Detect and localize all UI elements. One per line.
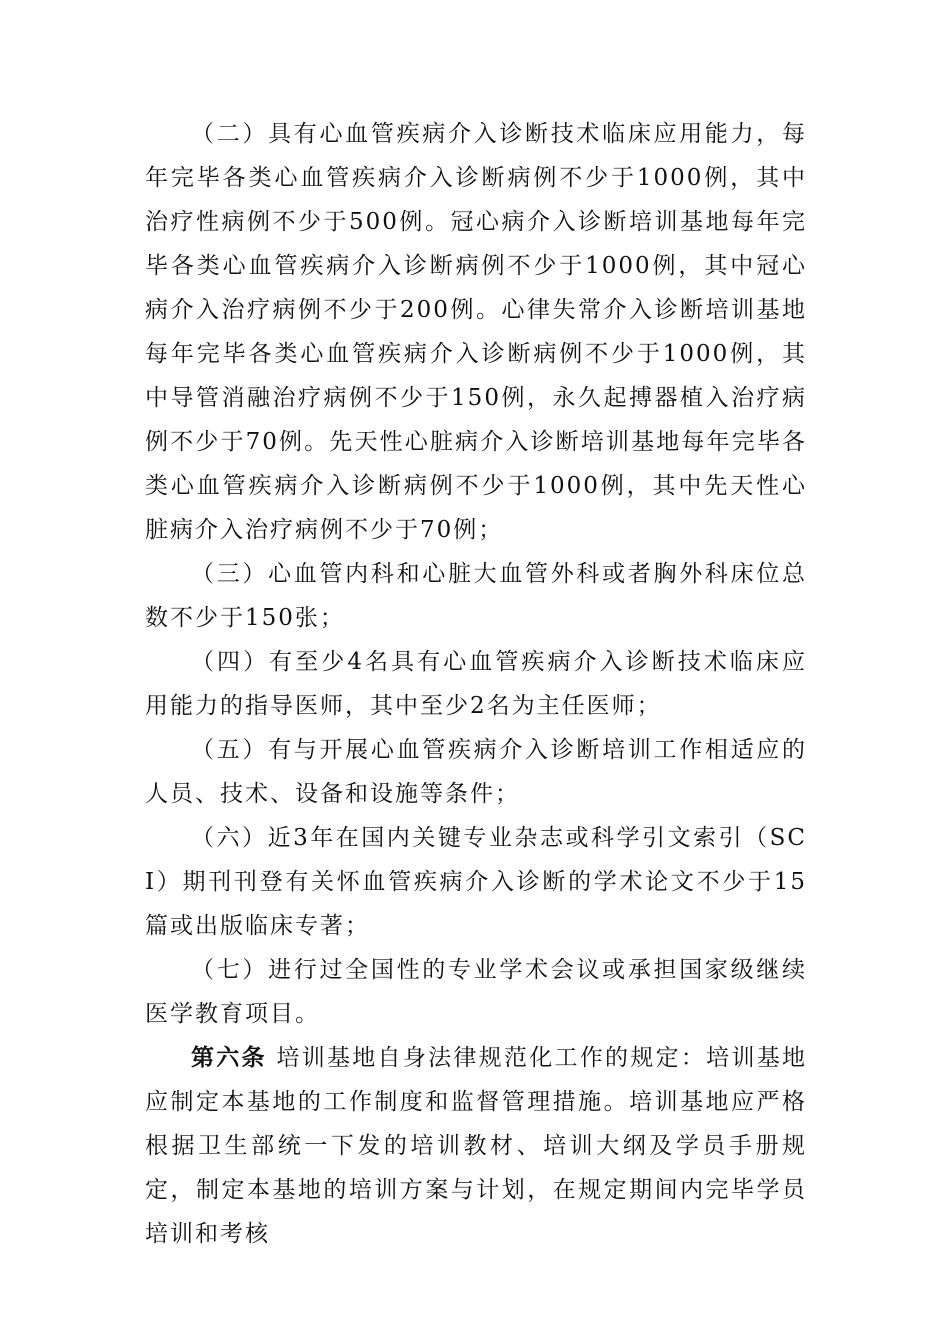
article-6-body: 培训基地自身法律规范化工作的规定：培训基地应制定本基地的工作制度和监督管理措施。培训基地应严格根据卫生部统一下发的培训教材、培训大纲及学员手册规定，制定本基地的培训方案与计划，在规定期间内完毕学员培训和考核 [145, 1045, 808, 1247]
article-6-paragraph [145, 1036, 807, 1256]
article-6-heading: 第六条 [191, 1045, 267, 1071]
paragraph-item-5: （五）有与开展心血管疾病介入诊断培训工作相适应的人员、技术、设备和设施等条件； [145, 737, 807, 807]
paragraph-item-6: （六）近3年在国内关键专业杂志或科学引文索引（SCI）期刊刊登有关怀血管疾病介入诊断的学术论文不少于15篇或出版临床专著； [145, 825, 807, 939]
paragraph-item-2: （二）具有心血管疾病介入诊断技术临床应用能力，每年完毕各类心血管疾病介入诊断病例不少于1000例，其中治疗性病例不少于500例。冠心病介入诊断培训基地每年完毕各类心血管疾病介入诊断病例不少于1000例，其中冠心病介入治疗病例不少于200例。心律失常介入诊断培训基地每年完毕各类心血管疾病介入诊断病例不少于1000例，其中导管消融治疗病例不少于150例，永久起搏器植入治疗病例不少于70例。先天性心脏病介入诊断培训基地每年完毕各类心血管疾病介入诊断病例不少于1000例，其中先天性心脏病介入治疗病例不少于70例； [145, 121, 807, 543]
document-body [145, 112, 807, 1256]
paragraph-item-3: （三）心血管内科和心脏大血管外科或者胸外科床位总数不少于150张； [145, 561, 807, 631]
paragraph-item-7: （七）进行过全国性的专业学术会议或承担国家级继续医学教育项目。 [145, 957, 807, 1027]
paragraph-item-4: （四）有至少4名具有心血管疾病介入诊断技术临床应用能力的指导医师，其中至少2名为主任医师； [145, 649, 807, 719]
